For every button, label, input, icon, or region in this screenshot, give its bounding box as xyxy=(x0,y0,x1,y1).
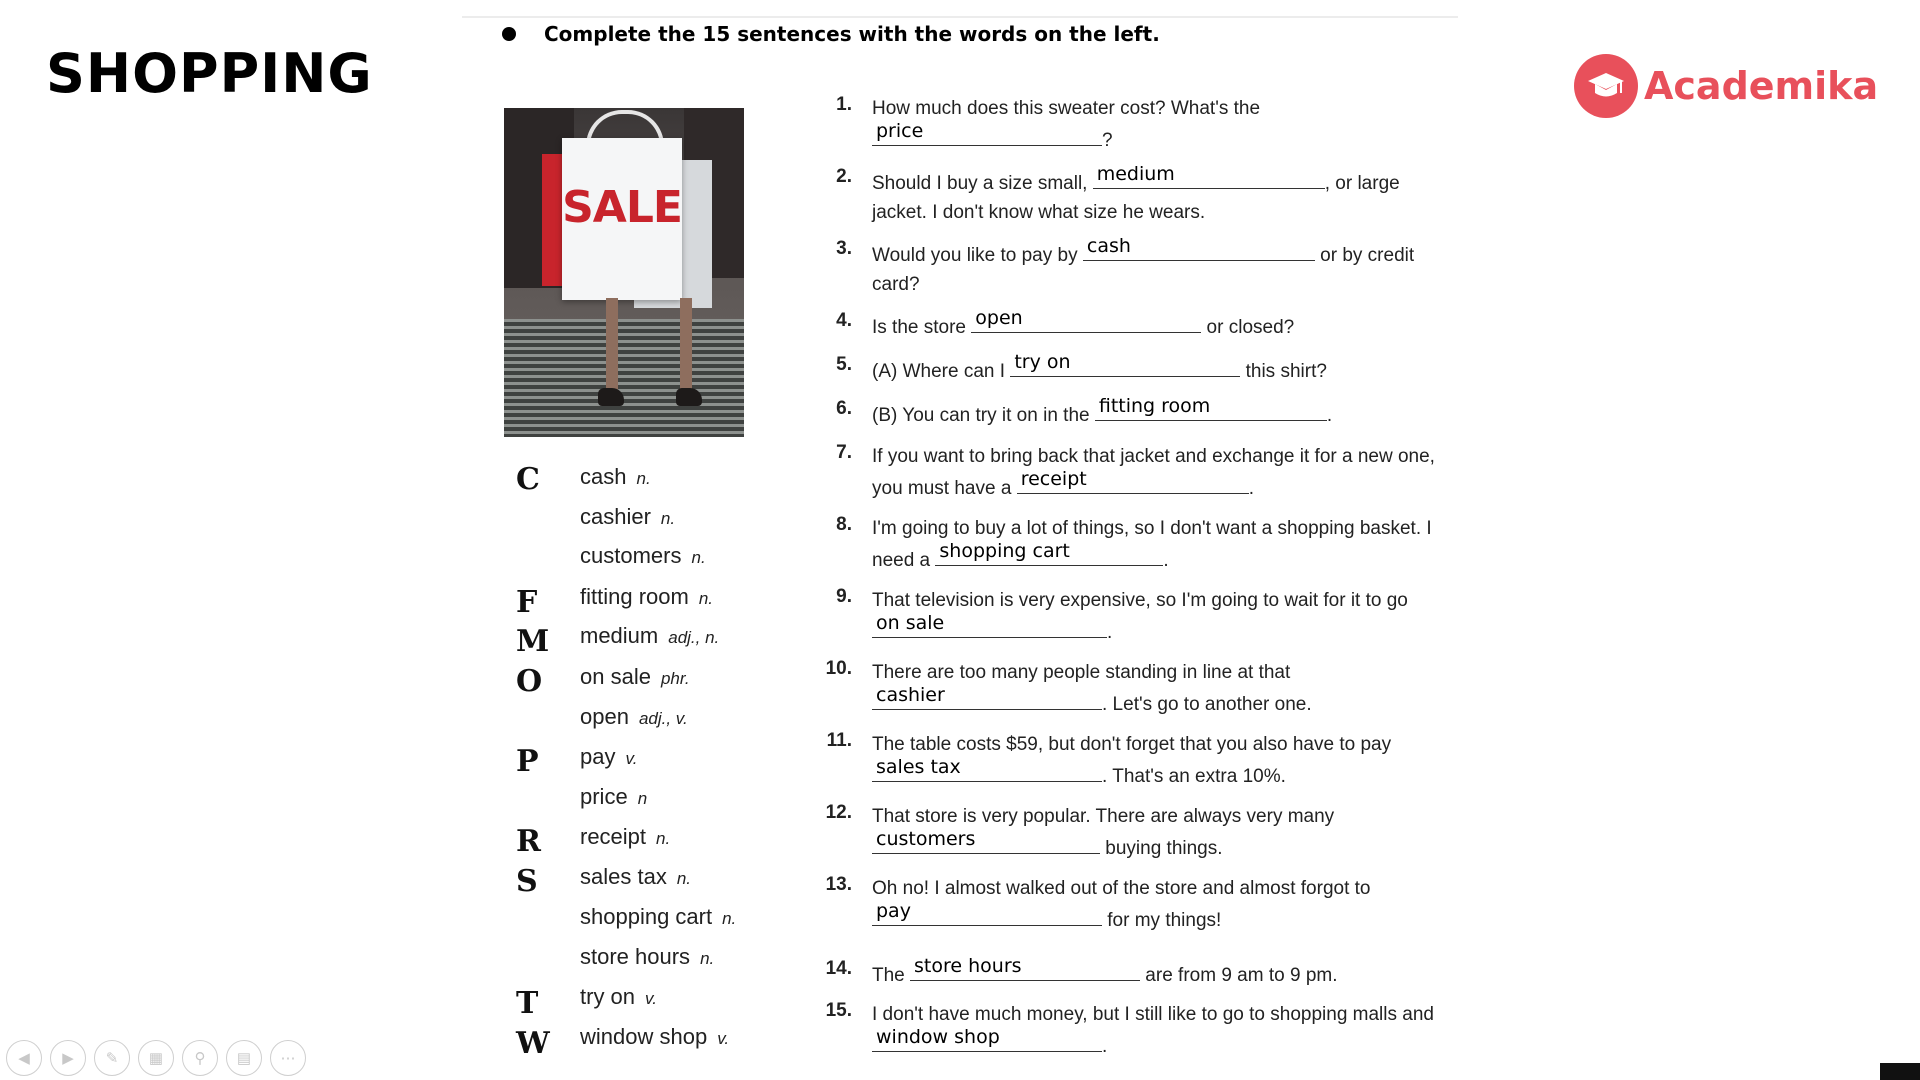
word-bank-word: fitting room xyxy=(580,584,689,609)
question-text-part: this shirt? xyxy=(1240,361,1327,382)
word-bank-word: cash xyxy=(580,464,627,489)
question-text-part: or closed? xyxy=(1201,317,1295,338)
question-text xyxy=(872,94,1452,155)
part-of-speech: adj., v. xyxy=(638,709,688,728)
answer: try on xyxy=(1014,351,1071,373)
question-text xyxy=(872,658,1452,719)
question-number: 6. xyxy=(836,398,852,419)
word-bank-item xyxy=(580,864,691,890)
answer: window shop xyxy=(876,1026,1000,1048)
question-text-part: buying things. xyxy=(1100,838,1223,859)
answer-blank[interactable] xyxy=(1017,468,1249,494)
sale-bag-photo xyxy=(504,108,744,437)
graduation-cap-icon xyxy=(1574,54,1638,118)
word-bank-item xyxy=(580,704,688,730)
word-bank-word: cashier xyxy=(580,504,651,529)
answer-blank[interactable] xyxy=(872,684,1102,710)
part-of-speech: n xyxy=(637,789,648,808)
question-number: 1. xyxy=(836,94,852,115)
word-bank-letter: F xyxy=(516,585,538,620)
question-text-part: The table costs $59, but don't forget that you also have to pay xyxy=(872,734,1392,755)
previous-icon[interactable]: ◀ xyxy=(6,1040,42,1076)
question-number: 11. xyxy=(826,730,852,751)
pen-icon[interactable]: ✎ xyxy=(94,1040,130,1076)
word-bank-item xyxy=(580,504,675,530)
part-of-speech: v. xyxy=(625,749,638,768)
question-text xyxy=(872,442,1452,503)
answer-blank[interactable] xyxy=(935,540,1163,566)
question-text-part: , or large jacket. I don't know what size he wears. xyxy=(872,173,1400,223)
question-number: 15. xyxy=(825,1000,852,1021)
question-text-part: I'm going to buy a lot of things, so I don't want a shopping basket. I need a xyxy=(872,518,1432,571)
word-bank-word: try on xyxy=(580,984,636,1009)
answer: sales tax xyxy=(876,756,961,778)
question-text-part: Is the store xyxy=(872,317,972,338)
question-text xyxy=(872,307,1452,342)
part-of-speech: phr. xyxy=(660,669,690,688)
question-number: 12. xyxy=(825,802,852,823)
answer-blank[interactable] xyxy=(1010,351,1240,377)
word-bank-item xyxy=(580,984,657,1010)
question-text-part: . That's an extra 10%. xyxy=(1102,766,1286,787)
more-icon[interactable]: ⋯ xyxy=(270,1040,306,1076)
question-text xyxy=(872,874,1452,935)
answer: cash xyxy=(1086,235,1131,257)
answer-blank[interactable] xyxy=(872,612,1107,638)
question-text-part: Should I buy a size small, xyxy=(872,173,1093,194)
part-of-speech: n. xyxy=(660,509,676,528)
part-of-speech: n. xyxy=(691,548,706,567)
word-bank-letter: R xyxy=(516,824,541,859)
part-of-speech: n. xyxy=(656,829,671,848)
part-of-speech: v. xyxy=(645,989,657,1008)
question-text-part: . Let's go to another one. xyxy=(1102,694,1312,715)
answer-blank[interactable] xyxy=(910,955,1140,981)
word-bank-word: on sale xyxy=(580,664,651,689)
question-number: 5. xyxy=(836,354,852,375)
question-number: 13. xyxy=(825,874,852,895)
presentation-nav xyxy=(6,1040,306,1076)
question-text-part: That television is very expensive, so I'm going to wait for it to go xyxy=(872,590,1408,611)
question-number: 3. xyxy=(836,238,852,259)
word-bank-item xyxy=(580,784,647,810)
word-bank-word: store hours xyxy=(580,944,691,969)
question-text-part: are from 9 am to 9 pm. xyxy=(1140,965,1338,986)
answer-blank[interactable] xyxy=(872,900,1102,926)
word-bank-word: medium xyxy=(580,623,659,648)
answer: pay xyxy=(876,900,911,922)
question-text-part: Oh no! I almost walked out of the store and almost forgot to xyxy=(872,878,1371,899)
question-number: 14. xyxy=(825,958,852,979)
question-number: 2. xyxy=(836,166,852,187)
bullet-icon xyxy=(502,27,516,41)
answer-blank[interactable] xyxy=(1083,235,1315,261)
question-text xyxy=(872,235,1452,299)
answer: on sale xyxy=(876,612,945,634)
word-bank-word: receipt xyxy=(580,824,647,849)
next-icon[interactable]: ▶ xyxy=(50,1040,86,1076)
question-text-part: The xyxy=(872,965,911,986)
word-bank-letter: C xyxy=(516,462,540,497)
word-bank-letter: M xyxy=(516,624,550,659)
question-text-part: I don't have much money, but I still like to go to shopping malls and xyxy=(872,1004,1434,1025)
part-of-speech: n. xyxy=(698,589,714,608)
word-bank-word: sales tax xyxy=(580,864,667,889)
word-bank-letter: W xyxy=(516,1026,550,1061)
part-of-speech: n. xyxy=(700,949,715,968)
part-of-speech: n. xyxy=(636,469,651,488)
word-bank-item xyxy=(580,464,651,490)
question-number: 10. xyxy=(825,658,852,679)
sale-label: SALE xyxy=(562,182,682,233)
answer-blank[interactable] xyxy=(872,1026,1102,1052)
word-bank-letter: P xyxy=(516,744,539,779)
question-number: 7. xyxy=(836,442,852,463)
divider xyxy=(462,16,1458,18)
instruction xyxy=(502,22,1160,46)
word-bank-item xyxy=(580,1024,729,1050)
question-text-part: Would you like to pay by xyxy=(872,245,1083,266)
question-text-part: How much does this sweater cost? What's the xyxy=(872,98,1261,119)
answer: cashier xyxy=(876,684,945,706)
question-text xyxy=(872,351,1452,386)
question-text xyxy=(872,1000,1452,1061)
answer-blank[interactable] xyxy=(971,307,1201,333)
word-bank-item xyxy=(580,904,736,930)
question-number: 4. xyxy=(836,310,852,331)
answer: medium xyxy=(1096,163,1175,185)
question-text-part: There are too many people standing in line at that xyxy=(872,662,1291,683)
answer-blank[interactable] xyxy=(1093,163,1325,189)
question-text-part: . xyxy=(1163,550,1169,571)
corner-marker xyxy=(1880,1063,1920,1080)
question-text-part: . xyxy=(1248,478,1254,499)
question-text xyxy=(872,586,1452,647)
question-text-part: for my things! xyxy=(1102,910,1222,931)
question-text-part: . xyxy=(1102,1036,1108,1057)
word-bank-item xyxy=(580,944,714,970)
question-number: 9. xyxy=(836,586,852,607)
word-bank-word: window shop xyxy=(580,1024,708,1049)
word-bank-word: price xyxy=(580,784,628,809)
answer-blank[interactable] xyxy=(1095,395,1327,421)
question-text-part: ? xyxy=(1102,130,1113,151)
question-text-part: (B) You can try it on in the xyxy=(872,405,1095,426)
question-number: 8. xyxy=(836,514,852,535)
answer: customers xyxy=(876,828,976,850)
word-bank-item xyxy=(580,664,690,690)
subtitles-icon[interactable]: ▤ xyxy=(226,1040,262,1076)
answer: receipt xyxy=(1020,468,1087,490)
word-bank-letter: T xyxy=(516,986,539,1021)
answer-blank[interactable] xyxy=(872,828,1100,854)
answer-blank[interactable] xyxy=(872,756,1102,782)
question-text xyxy=(872,955,1452,990)
word-bank-letter: O xyxy=(516,664,543,699)
part-of-speech: n. xyxy=(676,869,692,888)
word-bank-word: pay xyxy=(580,744,616,769)
answer: fitting room xyxy=(1098,395,1211,417)
brand-name: Academika xyxy=(1644,64,1879,108)
question-text-part: (A) Where can I xyxy=(872,361,1011,382)
question-text-part: . xyxy=(1107,622,1113,643)
answer: price xyxy=(876,120,924,142)
answer-blank[interactable] xyxy=(872,120,1102,146)
word-bank-item xyxy=(580,584,713,610)
question-text-part: That store is very popular. There are always very many xyxy=(872,806,1335,827)
answer: open xyxy=(975,307,1023,329)
part-of-speech: adj., n. xyxy=(668,628,720,647)
answer: shopping cart xyxy=(939,540,1070,562)
part-of-speech: n. xyxy=(722,909,737,928)
question-text-part: or by credit card? xyxy=(872,245,1415,295)
word-bank-word: open xyxy=(580,704,629,729)
question-text xyxy=(872,802,1452,863)
part-of-speech: v. xyxy=(717,1029,730,1048)
question-text xyxy=(872,395,1452,430)
word-bank-item xyxy=(580,623,719,649)
word-bank-item xyxy=(580,744,637,770)
word-bank-word: shopping cart xyxy=(580,904,713,929)
word-bank-word: customers xyxy=(580,543,682,568)
question-text xyxy=(872,163,1452,227)
answer: store hours xyxy=(914,955,1022,977)
question-text-part: . xyxy=(1326,405,1333,426)
word-bank-letter: S xyxy=(516,864,538,899)
slides-icon[interactable]: ▦ xyxy=(138,1040,174,1076)
instruction-text: Complete the 15 sentences with the words on the left. xyxy=(544,22,1160,46)
word-bank-item xyxy=(580,543,706,569)
word-bank-item xyxy=(580,824,670,850)
question-text-part: If you want to bring back that jacket and exchange it for a new one, you must have a xyxy=(872,446,1435,499)
slide-title: SHOPPING xyxy=(46,42,373,105)
academika-logo xyxy=(1574,54,1878,118)
question-text xyxy=(872,514,1452,575)
question-text xyxy=(872,730,1452,791)
zoom-icon[interactable]: ⚲ xyxy=(182,1040,218,1076)
